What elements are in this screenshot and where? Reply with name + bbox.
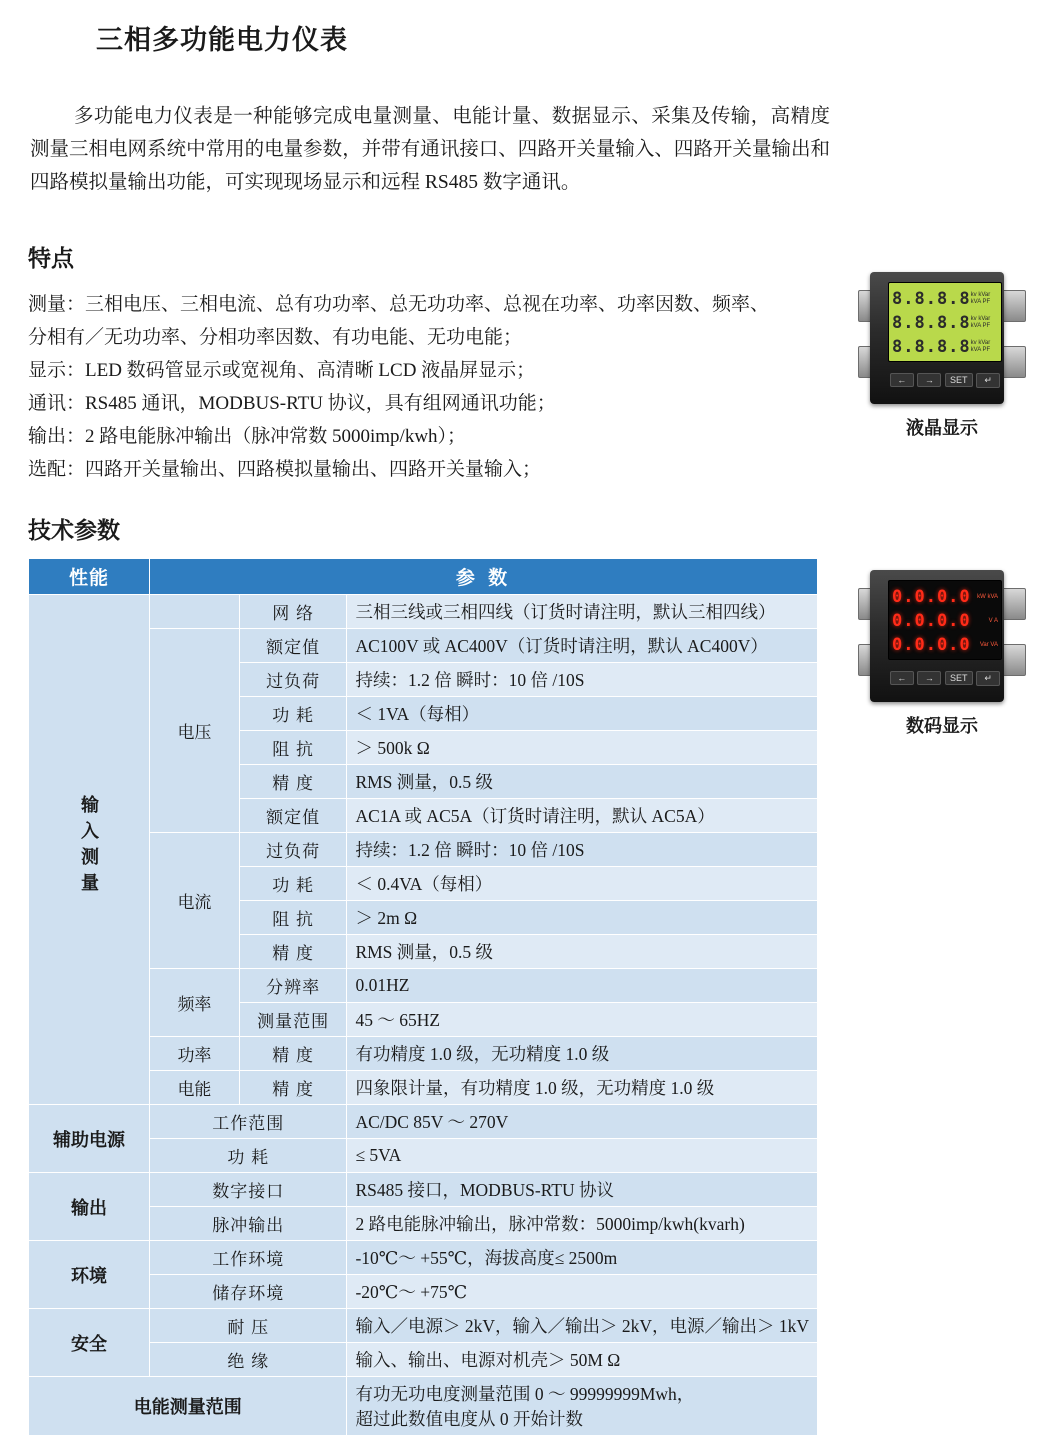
value-overload-current: 持续：1.2 倍 瞬时：10 倍 /10S (347, 833, 818, 867)
table-row (29, 1105, 818, 1139)
value-resolution: 0.01HZ (347, 969, 818, 1003)
page-title: 三相多功能电力仪表 (96, 25, 348, 55)
subgroup-current: 电流 (150, 833, 240, 969)
item-rated-voltage: 额定值 (239, 629, 347, 663)
display-row (892, 586, 998, 608)
table-row (29, 1377, 818, 1436)
mount-clip-icon (1002, 644, 1026, 676)
value-insulation: 输入、输出、电源对机壳＞ 50M Ω (347, 1343, 818, 1377)
digit-readout: 0.0.0.0 (892, 587, 971, 607)
value-aux-range: AC/DC 85V ～ 270V (347, 1105, 818, 1139)
feature-line: 选配：四路开关量输出、四路模拟量输出、四路开关量输入； (28, 459, 542, 480)
product-caption: 数码显示 (906, 716, 978, 736)
mount-clip-icon (1002, 290, 1026, 322)
value-rated-current: AC1A 或 AC5A（订货时请注明，默认 AC5A） (347, 799, 818, 833)
digit-readout: 8.8.8.8 (892, 289, 971, 309)
table-row (29, 595, 818, 629)
display-row (892, 288, 998, 310)
value-overload-voltage: 持续：1.2 倍 瞬时：10 倍 /10S (347, 663, 818, 697)
value-digital-interface: RS485 接口，MODBUS-RTU 协议 (347, 1173, 818, 1207)
header-parameter: 参 数 (150, 559, 818, 595)
item-consumption-voltage: 功 耗 (239, 697, 347, 731)
spec-table (28, 558, 818, 1436)
value-accuracy-voltage: RMS 测量，0.5 级 (347, 765, 818, 799)
feature-line: 通讯：RS485 通讯，MODBUS-RTU 协议，具有组网通讯功能； (28, 393, 556, 414)
energy-range-line-1: 有功无功电度测量范围 0 ～ 99999999Mwh， (355, 1384, 695, 1404)
item-work-range: 工作范围 (150, 1105, 347, 1139)
item-rated-current: 额定值 (239, 799, 347, 833)
item-aux-consumption: 功 耗 (150, 1139, 347, 1173)
item-consumption-current: 功 耗 (239, 867, 347, 901)
item-store-env: 储存环境 (150, 1275, 347, 1309)
table-row (29, 1241, 818, 1275)
intro-paragraph: 多功能电力仪表是一种能够完成电量测量、电能计量、数据显示、采集及传输，高精度测量三相电网系统中常用的电量参数，并带有通讯接口、四路开关量输入、四路开关量输出和四路模拟量输出功能，可实现现场显示和远程 RS485 数字通讯。 (30, 106, 830, 193)
table-row (29, 1309, 818, 1343)
unit-label: Var VA (979, 641, 998, 648)
item-measure-range: 测量范围 (239, 1003, 347, 1037)
product-image-lcd (862, 272, 1022, 440)
section-heading-features: 特点 (28, 245, 74, 271)
item-accuracy-current: 精 度 (239, 935, 347, 969)
set-button[interactable]: SET (945, 671, 973, 685)
item-accuracy-voltage: 精 度 (239, 765, 347, 799)
item-overload-voltage: 过负荷 (239, 663, 347, 697)
item-accuracy-power: 精 度 (239, 1037, 347, 1071)
display-row (892, 610, 998, 632)
group-environment: 环境 (29, 1241, 150, 1309)
item-digital-interface: 数字接口 (150, 1173, 347, 1207)
display-row (892, 312, 998, 334)
meter-body (870, 272, 1004, 404)
item-overload-current: 过负荷 (239, 833, 347, 867)
value-work-env: -10℃～ +55℃，海拔高度≤ 2500m (347, 1241, 818, 1275)
product-caption: 液晶显示 (906, 418, 978, 438)
mount-clip-icon (1002, 588, 1026, 620)
value-pulse-output: 2 路电能脉冲输出，脉冲常数：5000imp/kwh(kvarh) (347, 1207, 818, 1241)
group-output: 输出 (29, 1173, 150, 1241)
display-row (892, 634, 998, 656)
item-accuracy-energy: 精 度 (239, 1071, 347, 1105)
digit-readout: 8.8.8.8 (892, 313, 971, 333)
led-screen (888, 580, 1002, 660)
value-impedance-voltage: ＞ 500k Ω (347, 731, 818, 765)
meter-device-lcd (862, 272, 1022, 404)
feature-line: 测量：三相电压、三相电流、总有功功率、总无功功率、总视在功率、功率因数、频率、 (28, 294, 770, 315)
unit-label: V A (988, 617, 998, 624)
item-resolution: 分辨率 (239, 969, 347, 1003)
item-pulse-output: 脉冲输出 (150, 1207, 347, 1241)
table-row (29, 1173, 818, 1207)
group-aux-power: 辅助电源 (29, 1105, 150, 1173)
item-network: 网 络 (239, 595, 347, 629)
item-energy-range: 电能测量范围 (29, 1377, 347, 1436)
item-impedance-voltage: 阻 抗 (239, 731, 347, 765)
item-withstand-voltage: 耐 压 (150, 1309, 347, 1343)
value-impedance-current: ＞ 2m Ω (347, 901, 818, 935)
unit-label: kv kVar kVA PF (970, 316, 991, 329)
subgroup-power: 功率 (150, 1037, 240, 1071)
value-network: 三相三线或三相四线（订货时请注明，默认三相四线） (347, 595, 818, 629)
enter-button[interactable]: ↵ (976, 373, 1000, 388)
value-rated-voltage: AC100V 或 AC400V（订货时请注明，默认 AC400V） (347, 629, 818, 663)
value-store-env: -20℃～ +75℃ (347, 1275, 818, 1309)
left-arrow-button[interactable]: ← (890, 373, 914, 387)
unit-label: kW kVA (977, 593, 998, 600)
meter-device-led (862, 570, 1022, 702)
value-accuracy-power: 有功精度 1.0 级，无功精度 1.0 级 (347, 1037, 818, 1071)
header-performance: 性能 (29, 559, 150, 595)
value-accuracy-current: RMS 测量，0.5 级 (347, 935, 818, 969)
mount-clip-icon (1002, 346, 1026, 378)
lcd-screen (888, 282, 1002, 362)
value-aux-consumption: ≤ 5VA (347, 1139, 818, 1173)
meter-button-bar[interactable] (888, 666, 1002, 690)
meter-body (870, 570, 1004, 702)
right-arrow-button[interactable]: → (917, 671, 941, 685)
item-impedance-current: 阻 抗 (239, 901, 347, 935)
features-list (28, 288, 848, 486)
value-accuracy-energy: 四象限计量，有功精度 1.0 级，无功精度 1.0 级 (347, 1071, 818, 1105)
value-withstand-voltage: 输入／电源＞ 2kV，输入／输出＞ 2kV，电源／输出＞ 1kV (347, 1309, 818, 1343)
subgroup-frequency: 频率 (150, 969, 240, 1037)
value-measure-range: 45 ～ 65HZ (347, 1003, 818, 1037)
subgroup-voltage: 电压 (150, 629, 240, 833)
display-row (892, 336, 998, 358)
right-arrow-button[interactable]: → (917, 373, 941, 387)
unit-label: kv kVar kVA PF (970, 292, 991, 305)
feature-line: 输出：2 路电能脉冲输出（脉冲常数 5000imp/kwh）； (28, 426, 467, 447)
item-insulation: 绝 缘 (150, 1343, 347, 1377)
table-header-row (29, 559, 818, 595)
product-image-led (862, 570, 1022, 738)
digit-readout: 0.0.0.0 (892, 635, 971, 655)
value-energy-range (347, 1377, 818, 1436)
unit-label: kv kVar kVA PF (970, 340, 991, 353)
feature-line: 显示：LED 数码管显示或宽视角、高清晰 LCD 液晶屏显示； (28, 360, 536, 381)
group-input-measure: 输入测量 (29, 595, 150, 1105)
meter-button-bar[interactable] (888, 368, 1002, 392)
value-consumption-current: ＜ 0.4VA（每相） (347, 867, 818, 901)
enter-button[interactable]: ↵ (976, 671, 1000, 686)
item-work-env: 工作环境 (150, 1241, 347, 1275)
energy-range-line-2: 超过此数值电度从 0 开始计数 (355, 1409, 583, 1429)
subgroup-blank (150, 595, 240, 629)
set-button[interactable]: SET (945, 373, 973, 387)
digit-readout: 0.0.0.0 (892, 611, 971, 631)
subgroup-energy: 电能 (150, 1071, 240, 1105)
group-safety: 安全 (29, 1309, 150, 1377)
section-heading-specs: 技术参数 (28, 517, 120, 543)
feature-line: 分相有／无功功率、分相功率因数、有功电能、无功电能； (28, 327, 523, 348)
value-consumption-voltage: ＜ 1VA（每相） (347, 697, 818, 731)
digit-readout: 8.8.8.8 (892, 337, 971, 357)
left-arrow-button[interactable]: ← (890, 671, 914, 685)
